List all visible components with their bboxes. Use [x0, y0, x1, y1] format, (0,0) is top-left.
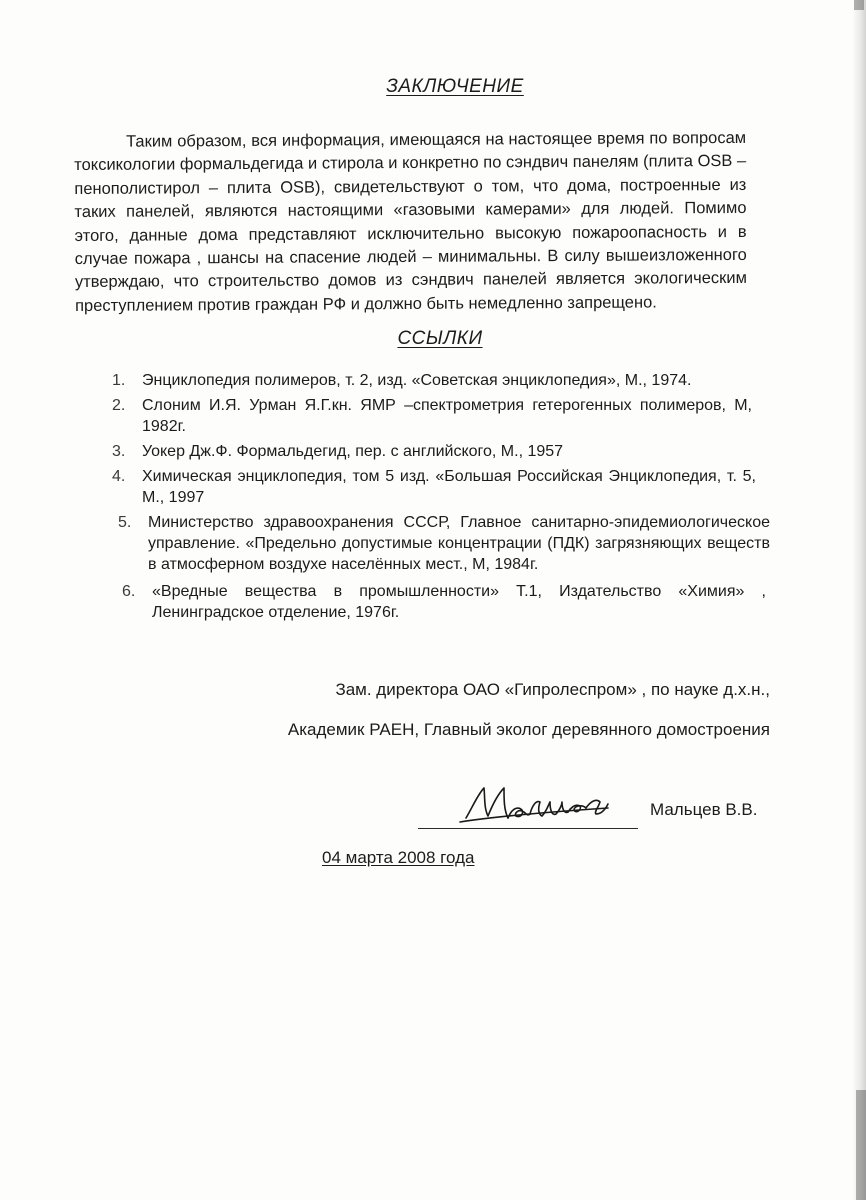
reference-item [118, 512, 770, 575]
scan-shadow [852, 0, 866, 1200]
reference-item [122, 581, 766, 623]
reference-number: 3. [112, 443, 126, 460]
reference-number: 1. [112, 372, 126, 389]
signature-line [418, 778, 638, 829]
scan-mark-top [854, 0, 864, 10]
reference-text: Министерство здравоохранения СССР, Главное санитарно-эпидемиологическое управление. «Предельно допустимые концентрации (ПДК) загрязняющих веществ в атмосферном воздухе населённых мест., М, 1984г. [148, 514, 770, 573]
reference-item [112, 395, 752, 437]
signatory-position: Зам. директора ОАО «Гипролеспром» , по науке д.х.н., [335, 680, 770, 699]
reference-text: Энциклопедия полимеров, т. 2, изд. «Советская энциклопедия», М., 1974. [142, 372, 692, 389]
references-heading: ССЫЛКИ [397, 328, 483, 349]
reference-item [112, 466, 756, 508]
reference-number: 2. [112, 397, 126, 414]
reference-text: «Вредные вещества в промышленности» Т.1, Издательство «Химия» , Ленинградское отделение, 1976г. [152, 583, 766, 621]
document-date: 04 марта 2008 года [322, 848, 475, 867]
reference-item [112, 370, 762, 391]
signatory-title: Академик РАЕН, Главный эколог деревянного домостроения [287, 720, 770, 739]
document-title: ЗАКЛЮЧЕНИЕ [386, 76, 524, 97]
references-list [112, 370, 772, 627]
signatory-name: Мальцев В.В. [650, 800, 758, 819]
conclusion-paragraph: Таким образом, вся информация, имеющаяся на настоящее время по вопросам токсикологии формальдегида и стирола и конкретно по сэндвич панелям (плита OSB – пенополистирол – плита OSB), свидетельствуют о том, что дома, построенные из таких панелей, являются настоящими «газовыми камерами» для людей. Помимо этого, данные дома представляют исключительно высокую пожароопасность и в случае пожара , шансы на спасение людей – минимальны. В силу вышеизложенного утверждаю, что строительство домов из сэндвич панелей является экологическим преступлением против граждан РФ и должно быть немедленно запрещено. [74, 128, 747, 315]
reference-text: Химическая энциклопедия, том 5 изд. «Большая Российская Энциклопедия, т. 5, М., 1997 [142, 468, 756, 506]
reference-item [112, 441, 742, 462]
scan-mark-bottom [856, 1090, 866, 1200]
reference-text: Уокер Дж.Ф. Формальдегид, пер. с английского, М., 1957 [142, 443, 564, 460]
reference-text: Слоним И.Я. Урман Я.Г.кн. ЯМР –спектрометрия гетерогенных полимеров, М, 1982г. [142, 397, 752, 435]
reference-number: 5. [118, 514, 132, 531]
reference-number: 4. [112, 468, 126, 485]
reference-number: 6. [122, 583, 136, 600]
handwritten-signature [458, 778, 638, 830]
